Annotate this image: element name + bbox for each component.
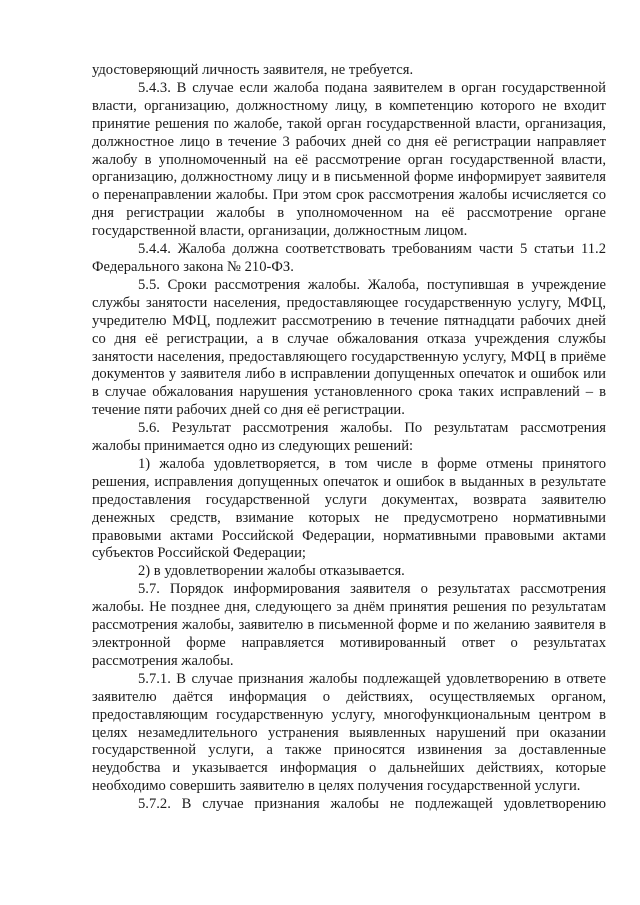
paragraph-5-7-2: 5.7.2. В случае признания жалобы не подлежащей удовлетворению [138,796,606,813]
paragraph-5-4-4: 5.4.4. Жалоба должна соответствовать требованиям части 5 статьи 11.2 Федерального закона № 210-ФЗ. [92,241,606,275]
paragraph-5-6: 5.6. Результат рассмотрения жалобы. По результатам рассмотрения жалобы принимается одно из следующих решений: [92,420,606,455]
paragraph-5-7-1: 5.7.1. В случае признания жалобы подлежащей удовлетворению в ответе заявителю даётся информация о действиях, осуществляемых органом, предоставляющим государственную услугу, многофункциональным центром в целях незамедлительного устранения выявленных нарушений при оказании государственной услуги, а также приносятся извинения за доставленные неудобства и указывается информация о дальнейших действиях, которые необходимо совершить заявителю в целях получения государственной услуги. [92,670,606,795]
paragraph-5-7: 5.7. Порядок информирования заявителя о результатах рассмотрения жалобы. Не позднее дня, следующего за днём принятия решения по результатам рассмотрения жалобы, заявителю в письменной форме и по желанию заявителя в электронной форме направляется мотивированный ответ о результатах рассмотрения жалобы. [92,581,606,669]
paragraph-5-6-item-2: 2) в удовлетворении жалобы отказывается. [138,563,405,580]
paragraph-5-6-item-1: 1) жалоба удовлетворяется, в том числе в форме отмены принятого решения, исправления допущенных опечаток и ошибок в выданных в результате предоставления государственной услуги документах, возврата заявителю денежных средств, взимание которых не предусмотрено нормативными правовыми актами Российской Федерации, нормативными правовыми актами субъектов Российской Федерации; [92,455,606,562]
paragraph-5-4-3: 5.4.3. В случае если жалоба подана заявителем в орган государственной власти, организацию, должностному лицу, в компетенцию которого не входит принятие решения по жалобе, такой орган государственной власти, организация, должностное лицо в течение 3 рабочих дней со дня её регистрации направляет жалобу в уполномоченный на её рассмотрение орган государственной власти, организацию, должностному лицу и в письменной форме информирует заявителя о перенаправлении жалобы. При этом срок рассмотрения жалобы исчисляется со дня регистрации жалобы в уполномоченном на её рассмотрение органе государственной власти, организации, должностным лицом. [92,79,606,240]
document-page [92,62,606,814]
paragraph-continuation: удостоверяющий личность заявителя, не требуется. [92,62,414,78]
paragraph-5-5: 5.5. Сроки рассмотрения жалобы. Жалоба, поступившая в учреждение службы занятости населения, предоставляющее государственную услугу, МФЦ, учредителю МФЦ, подлежит рассмотрению в течение пятнадцати рабочих дней со дня её регистрации, а в случае обжалования отказа учреждения службы занятости населения, предоставляющего государственную услугу, МФЦ в приёме документов у заявителя либо в исправлении допущенных опечаток и ошибок или в случае обжалования нарушения установленного срока таких исправлений – в течение пяти рабочих дней со дня её регистрации. [92,276,606,419]
